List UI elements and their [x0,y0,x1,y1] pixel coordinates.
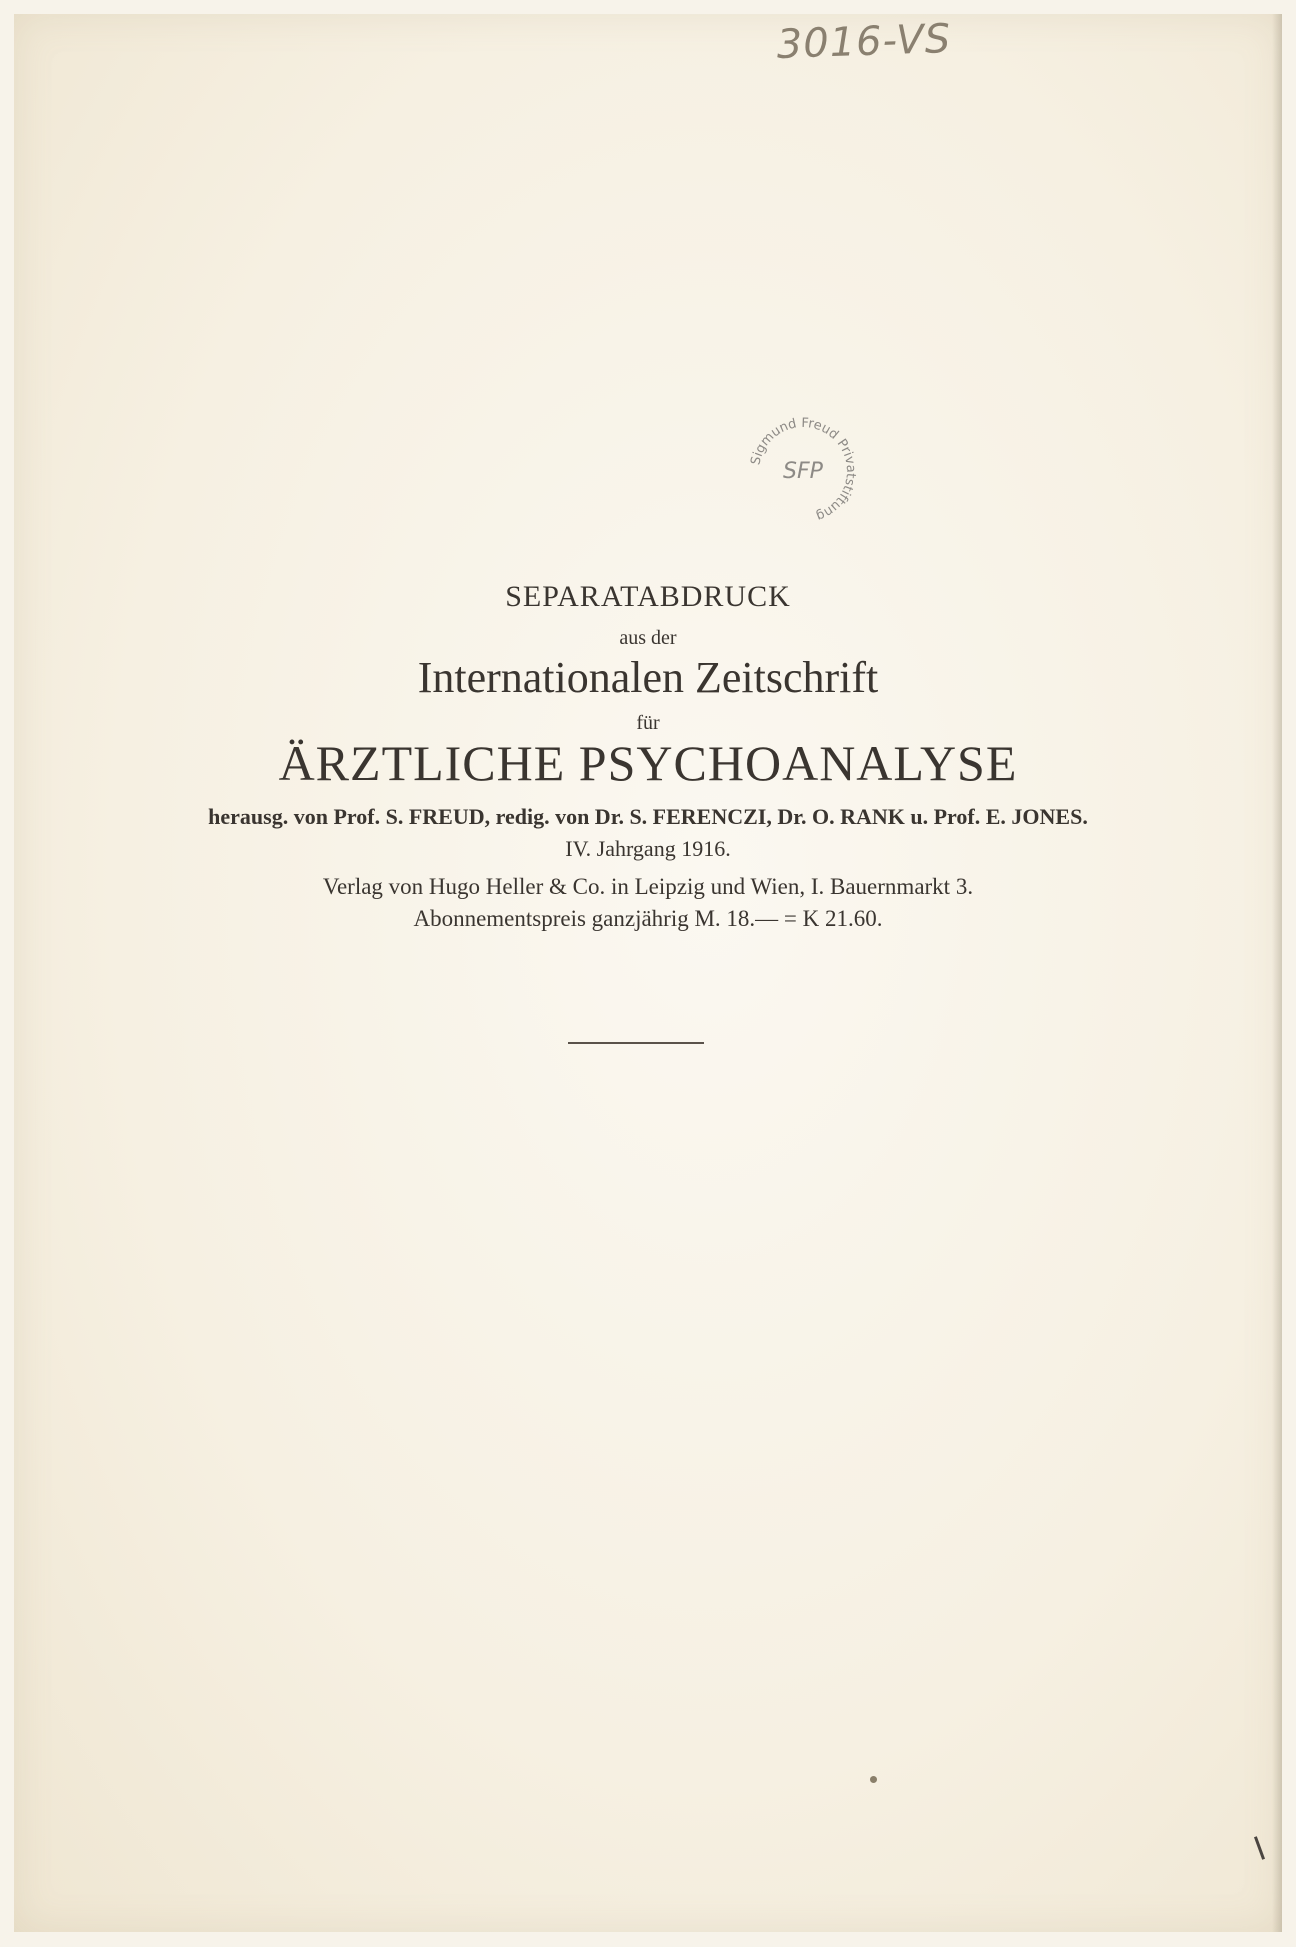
library-stamp [738,406,868,536]
volume-year-line: IV. Jahrgang 1916. [565,836,731,861]
ink-spot [870,1776,877,1783]
journal-title-line1: Internationalen Zeitschrift [417,653,879,702]
publisher-line: Verlag von Hugo Heller & Co. in Leipzig und Wien, I. Bauernmarkt 3. [322,874,974,899]
editors-line: herausg. von Prof. S. FREUD, redig. von Dr. S. FERENCZI, Dr. O. RANK u. Prof. E. JONES. [208,804,1088,829]
aus-der-text: aus der [619,627,677,649]
fuer-text: für [636,712,660,734]
journal-title-line2: ÄRZTLICHE PSYCHOANALYSE [278,735,1018,791]
subscription-line: Abonnementspreis ganzjährig M. 18.— = K 21.60. [413,906,883,931]
handwritten-shelfmark: 3016-VS [776,15,952,68]
paper-sheet [14,14,1282,1932]
separatabdruck-heading: SEPARATABDRUCK [505,580,791,613]
divider-rule [568,1042,704,1044]
sheet-edge-shadow [1272,14,1282,1932]
stamp-ring-text: Sigmund Freud Privatstiftung [748,415,859,524]
stamp-center-text: SFP [783,459,823,484]
